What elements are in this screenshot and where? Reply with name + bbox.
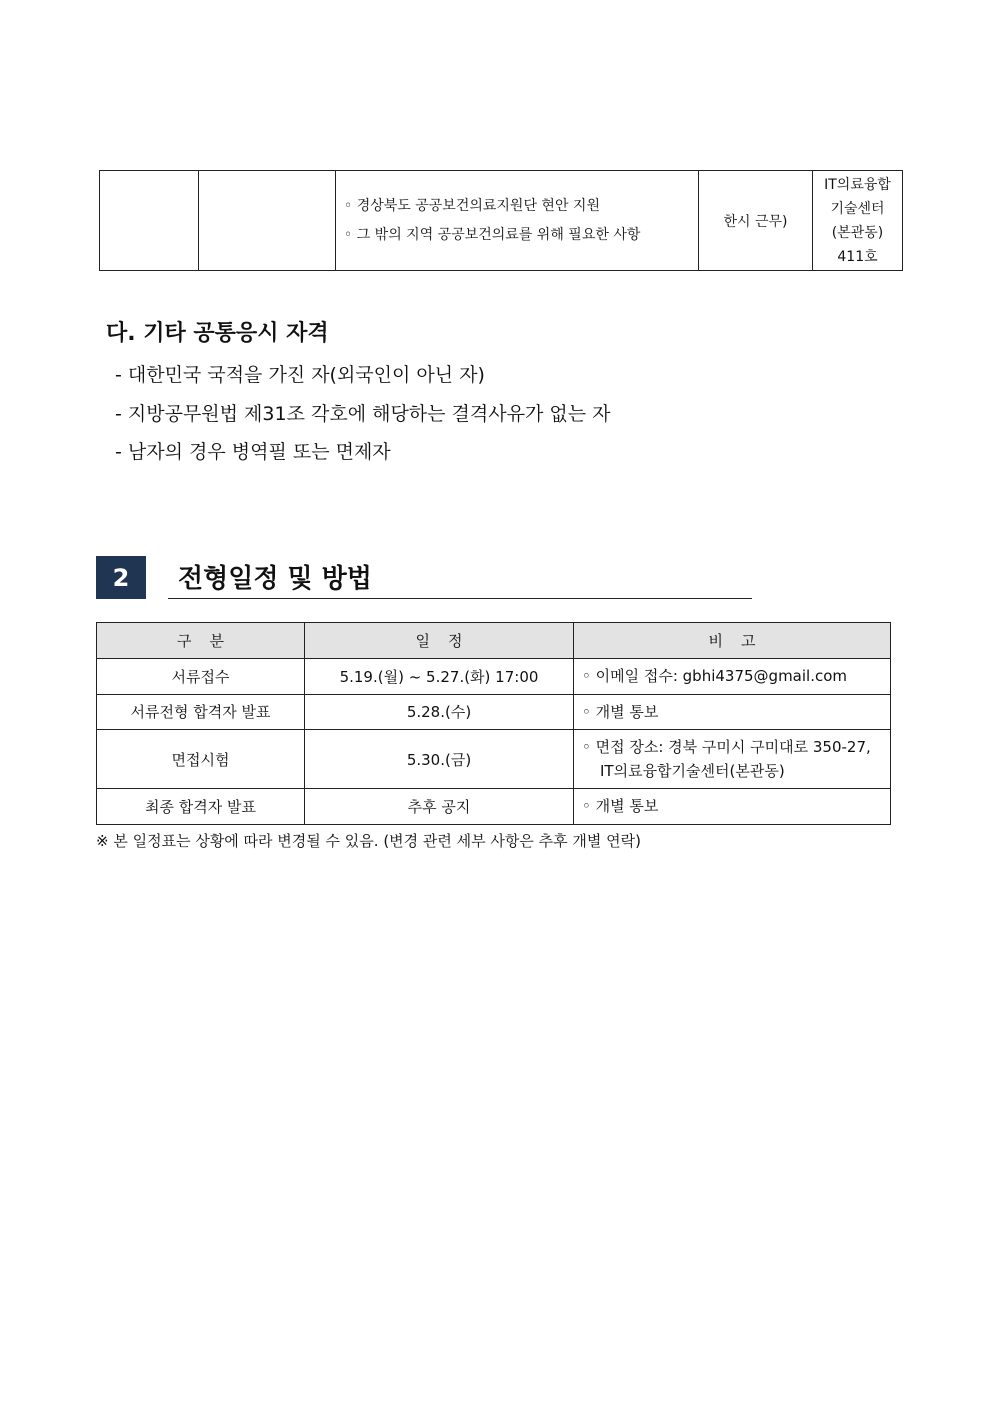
- location-line: 411호: [837, 248, 878, 265]
- schedule-cell: 5.30.(금): [305, 730, 574, 789]
- section-title-schedule: 전형일정 및 방법: [178, 564, 372, 594]
- table-row: [97, 789, 891, 825]
- section-underline: [168, 598, 752, 599]
- section-title-common-qualification: 다. 기타 공통응시 자격: [106, 321, 329, 346]
- location-line: (본관동): [831, 224, 884, 241]
- qualification-list: [115, 360, 610, 476]
- section-number-badge: 2: [96, 556, 146, 599]
- note-text: IT의료융합기술센터(본관동): [600, 762, 785, 780]
- duty-description-cell: [336, 171, 699, 271]
- schedule-cell: 5.19.(월) ~ 5.27.(화) 17:00: [305, 659, 574, 695]
- location-line: IT의료융합: [824, 176, 891, 193]
- notes-cell: [574, 789, 891, 825]
- note-text: ◦ 개별 통보: [582, 797, 659, 816]
- note-text: ◦ 개별 통보: [582, 702, 659, 721]
- work-type-cell: 한시 근무): [699, 171, 813, 271]
- category-cell: 최종 합격자 발표: [97, 789, 305, 825]
- table-row: [97, 730, 891, 789]
- notes-cell: [574, 730, 891, 789]
- category-cell: 서류전형 합격자 발표: [97, 694, 305, 730]
- category-cell: 서류접수: [97, 659, 305, 695]
- duty-table-continuation: [99, 170, 903, 271]
- duty-bullet: ◦ 그 밖의 지역 공공보건의료를 위해 필요한 사항: [344, 226, 641, 243]
- note-text: ◦ 이메일 접수: gbhi4375@gmail.com: [582, 667, 848, 686]
- schedule-cell: 추후 공지: [305, 789, 574, 825]
- category-cell: 면접시험: [97, 730, 305, 789]
- notes-cell: [574, 694, 891, 730]
- table-row: [97, 659, 891, 695]
- table-row: [97, 694, 891, 730]
- list-item: - 남자의 경우 병역필 또는 면제자: [115, 441, 391, 463]
- list-item: - 대한민국 국적을 가진 자(외국인이 아닌 자): [115, 364, 485, 386]
- column-header: 비고: [574, 623, 891, 659]
- location-line: 기술센터: [830, 200, 885, 217]
- column-header: 구분: [97, 623, 305, 659]
- schedule-footnote: ※ 본 일정표는 상황에 따라 변경될 수 있음. (변경 관련 세부 사항은 추후 개별 연락): [96, 832, 641, 850]
- duty-bullet: ◦ 경상북도 공공보건의료지원단 현안 지원: [344, 197, 600, 214]
- note-text: ◦ 면접 장소: 경북 구미시 구미대로 350-27,: [582, 738, 871, 756]
- location-cell: [813, 171, 903, 271]
- column-header: 일정: [305, 623, 574, 659]
- list-item: - 지방공무원법 제31조 각호에 해당하는 결격사유가 없는 자: [115, 402, 611, 425]
- empty-cell: [100, 171, 199, 271]
- schedule-table: [96, 622, 891, 825]
- empty-cell: [199, 171, 336, 271]
- schedule-cell: 5.28.(수): [305, 694, 574, 730]
- notes-cell: [574, 659, 891, 695]
- table-header-row: [97, 623, 891, 659]
- table-row: [100, 171, 903, 271]
